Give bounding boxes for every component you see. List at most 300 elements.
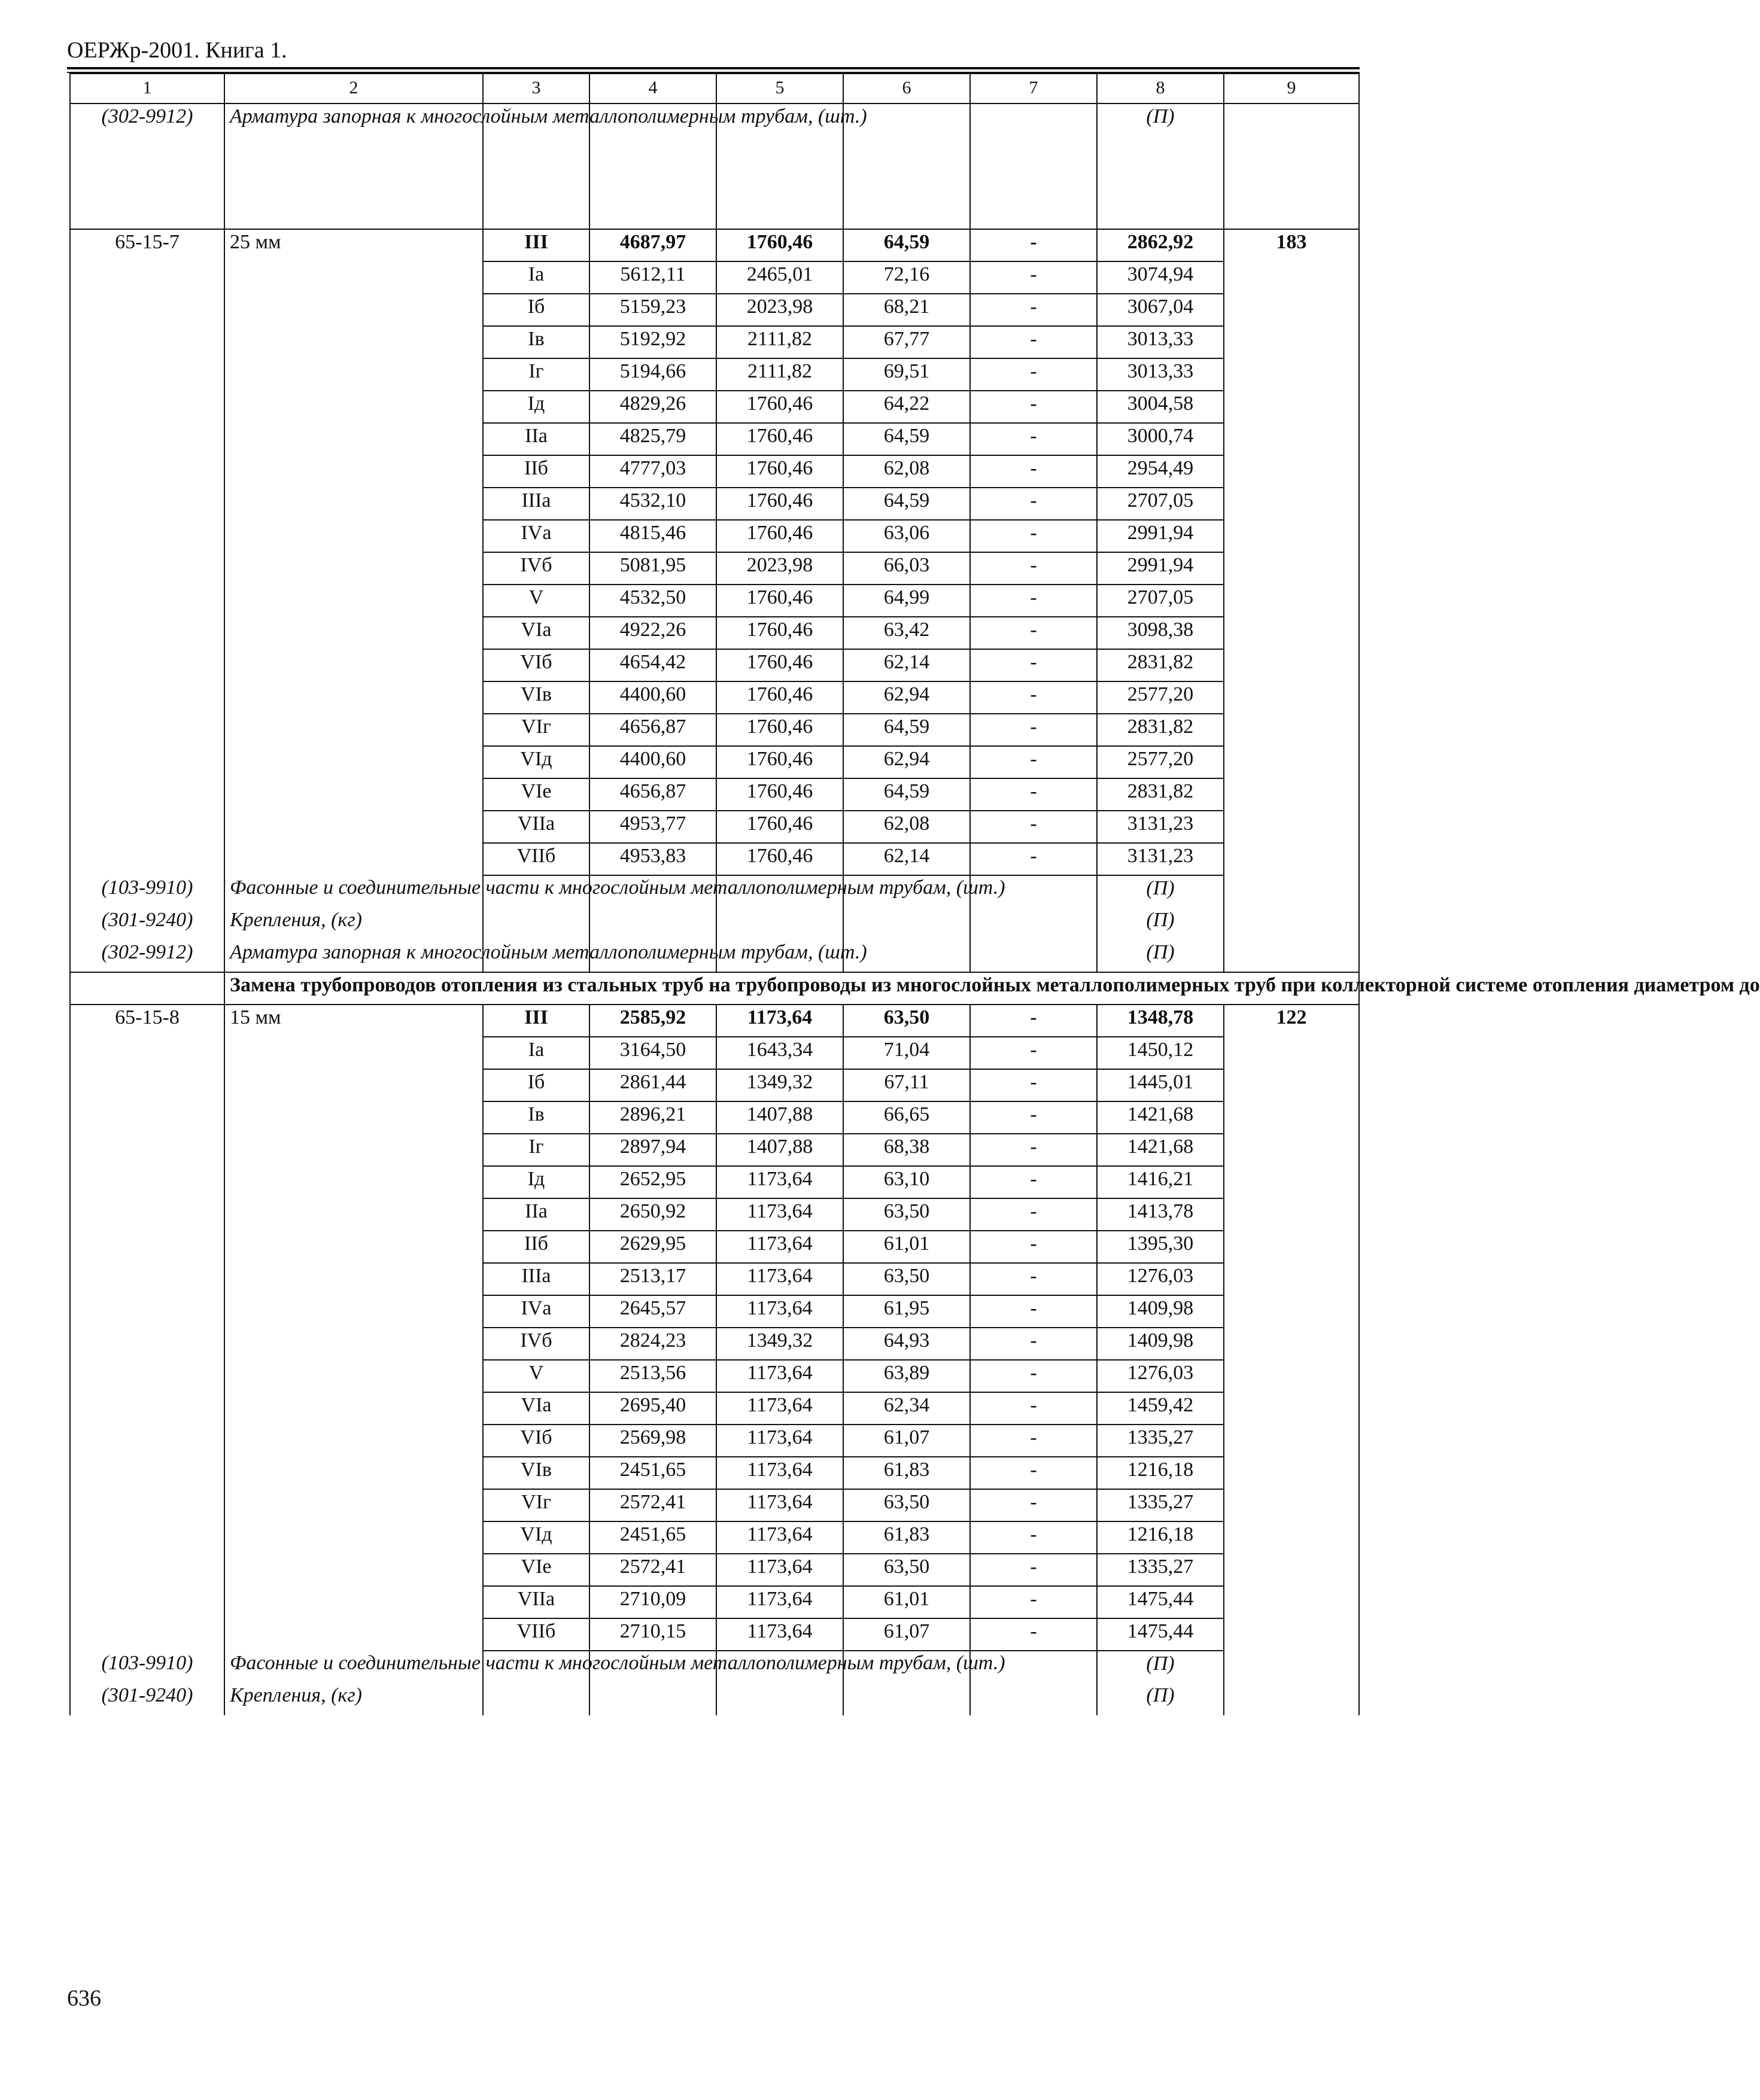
norm-row	[70, 1554, 1359, 1586]
total-cost: 4777,03	[589, 455, 716, 488]
zone-code: VIб	[483, 649, 589, 681]
total-cost: 4656,87	[589, 778, 716, 811]
norm-row	[70, 714, 1359, 746]
table-cell	[70, 617, 224, 649]
zone-code: Iб	[483, 1069, 589, 1101]
machine-cost: 63,50	[843, 1489, 970, 1521]
table-cell	[224, 1198, 483, 1231]
table-cell	[70, 358, 224, 391]
norm-row	[70, 488, 1359, 520]
machine-cost: 64,59	[843, 488, 970, 520]
labor-cost: 1407,88	[716, 1134, 843, 1166]
machinist-cost: -	[970, 1198, 1097, 1231]
norm-row	[70, 1295, 1359, 1328]
resource-mark: (П)	[1097, 104, 1224, 229]
zone-code: VIIа	[483, 811, 589, 843]
zone-code: IIIа	[483, 488, 589, 520]
table-cell	[224, 1425, 483, 1457]
table-cell	[1224, 1328, 1359, 1360]
labor-cost: 1760,46	[716, 455, 843, 488]
table-cell	[1224, 649, 1359, 681]
material-cost: 1409,98	[1097, 1328, 1224, 1360]
table-cell	[1224, 1457, 1359, 1489]
table-cell	[1224, 585, 1359, 617]
norm-row	[70, 1328, 1359, 1360]
table-cell	[716, 1683, 843, 1715]
total-cost: 5194,66	[589, 358, 716, 391]
machine-cost: 62,94	[843, 681, 970, 714]
table-cell	[70, 488, 224, 520]
zone-code: IIа	[483, 423, 589, 455]
total-cost: 2645,57	[589, 1295, 716, 1328]
zone-code: IIа	[483, 1198, 589, 1231]
norm-row	[70, 811, 1359, 843]
machinist-cost: -	[970, 294, 1097, 326]
table-cell	[224, 326, 483, 358]
table-cell	[70, 1618, 224, 1651]
total-cost: 2572,41	[589, 1489, 716, 1521]
total-cost: 4687,97	[589, 229, 716, 261]
machine-cost: 66,03	[843, 552, 970, 585]
table-cell	[483, 908, 589, 940]
table-cell	[70, 1166, 224, 1198]
table-cell	[70, 455, 224, 488]
table-cell	[70, 1489, 224, 1521]
labor-cost: 1760,46	[716, 778, 843, 811]
table-cell	[1224, 358, 1359, 391]
table-cell	[70, 1231, 224, 1263]
norm-row	[70, 1360, 1359, 1392]
resource-name: Крепления, (кг)	[224, 908, 483, 940]
column-number: 6	[843, 74, 970, 104]
labor-cost: 1643,34	[716, 1037, 843, 1069]
table-cell	[1224, 1683, 1359, 1715]
machine-cost: 72,16	[843, 261, 970, 294]
material-cost: 1475,44	[1097, 1618, 1224, 1651]
machinist-cost: -	[970, 261, 1097, 294]
material-cost: 2831,82	[1097, 778, 1224, 811]
norm-row	[70, 617, 1359, 649]
material-cost: 3013,33	[1097, 326, 1224, 358]
table-cell	[224, 617, 483, 649]
machine-cost: 63,06	[843, 520, 970, 552]
norm-row	[70, 1521, 1359, 1554]
table-cell	[224, 1489, 483, 1521]
total-cost: 2861,44	[589, 1069, 716, 1101]
labor-cost: 1760,46	[716, 229, 843, 261]
labor-cost: 1173,64	[716, 1554, 843, 1586]
total-cost: 2695,40	[589, 1392, 716, 1425]
machinist-cost: -	[970, 229, 1097, 261]
norm-row	[70, 1134, 1359, 1166]
table-cell	[1224, 1134, 1359, 1166]
resource-code: (103-9910)	[70, 875, 224, 908]
machine-cost: 63,50	[843, 1005, 970, 1037]
table-cell	[70, 423, 224, 455]
machinist-cost: -	[970, 326, 1097, 358]
table-cell	[1224, 552, 1359, 585]
zone-code: Iд	[483, 391, 589, 423]
labor-cost: 1760,46	[716, 746, 843, 778]
table-cell	[1224, 488, 1359, 520]
material-row	[70, 875, 1359, 908]
labor-cost: 1173,64	[716, 1360, 843, 1392]
labor-cost: 2465,01	[716, 261, 843, 294]
running-header: ОЕРЖр-2001. Книга 1.	[67, 38, 287, 63]
table-cell	[224, 746, 483, 778]
machine-cost: 63,42	[843, 617, 970, 649]
labor-cost: 1760,46	[716, 811, 843, 843]
machinist-cost: -	[970, 1360, 1097, 1392]
zone-code: IIб	[483, 455, 589, 488]
table-cell	[224, 423, 483, 455]
labor-hours: 183	[1224, 229, 1359, 261]
table-cell	[70, 972, 224, 1005]
column-number: 4	[589, 74, 716, 104]
zone-code: VIв	[483, 1457, 589, 1489]
table-cell	[224, 358, 483, 391]
material-cost: 2577,20	[1097, 681, 1224, 714]
total-cost: 2451,65	[589, 1457, 716, 1489]
table-cell	[224, 455, 483, 488]
table-cell	[1224, 1618, 1359, 1651]
labor-hours: 122	[1224, 1005, 1359, 1037]
table-cell	[70, 1425, 224, 1457]
page-number: 636	[67, 1986, 101, 2011]
labor-cost: 1760,46	[716, 649, 843, 681]
material-cost: 2954,49	[1097, 455, 1224, 488]
machinist-cost: -	[970, 488, 1097, 520]
norm-name: 25 мм	[224, 229, 483, 261]
total-cost: 5612,11	[589, 261, 716, 294]
table-cell	[224, 778, 483, 811]
norm-row	[70, 520, 1359, 552]
column-number: 2	[224, 74, 483, 104]
zone-code: VIе	[483, 1554, 589, 1586]
zone-code: IIIа	[483, 1263, 589, 1295]
zone-code: IVа	[483, 1295, 589, 1328]
table-cell	[224, 1521, 483, 1554]
labor-cost: 1173,64	[716, 1005, 843, 1037]
table-cell	[70, 1263, 224, 1295]
table-cell	[716, 908, 843, 940]
machine-cost: 62,08	[843, 811, 970, 843]
machinist-cost: -	[970, 843, 1097, 875]
labor-cost: 2023,98	[716, 294, 843, 326]
resource-mark: (П)	[1097, 1651, 1224, 1683]
total-cost: 2513,17	[589, 1263, 716, 1295]
total-cost: 4815,46	[589, 520, 716, 552]
norm-row	[70, 1101, 1359, 1134]
zone-code: VIа	[483, 1392, 589, 1425]
machinist-cost: -	[970, 1263, 1097, 1295]
table-cell	[970, 104, 1097, 229]
zone-code: VIIа	[483, 1586, 589, 1618]
column-number: 7	[970, 74, 1097, 104]
table-cell	[1224, 843, 1359, 875]
table-cell	[224, 681, 483, 714]
labor-cost: 1173,64	[716, 1425, 843, 1457]
norm-row	[70, 294, 1359, 326]
total-cost: 3164,50	[589, 1037, 716, 1069]
norm-row	[70, 681, 1359, 714]
norm-name: 15 мм	[224, 1005, 483, 1037]
table-cell	[224, 811, 483, 843]
labor-cost: 2111,82	[716, 326, 843, 358]
table-cell	[70, 1521, 224, 1554]
table-cell	[1224, 1360, 1359, 1392]
table-cell	[70, 326, 224, 358]
labor-cost: 1173,64	[716, 1392, 843, 1425]
material-cost: 1421,68	[1097, 1101, 1224, 1134]
table-cell	[224, 552, 483, 585]
zone-code: Iг	[483, 1134, 589, 1166]
table-cell	[70, 649, 224, 681]
table-cell	[70, 843, 224, 875]
norm-row	[70, 423, 1359, 455]
norm-row	[70, 1263, 1359, 1295]
table-cell	[1224, 104, 1359, 229]
material-cost: 2991,94	[1097, 552, 1224, 585]
labor-cost: 1760,46	[716, 714, 843, 746]
resource-code: (302-9912)	[70, 104, 224, 229]
zone-code: VIIб	[483, 1618, 589, 1651]
norm-row	[70, 455, 1359, 488]
machinist-cost: -	[970, 1295, 1097, 1328]
labor-cost: 1760,46	[716, 617, 843, 649]
norm-row	[70, 1586, 1359, 1618]
norm-row	[70, 778, 1359, 811]
labor-cost: 2111,82	[716, 358, 843, 391]
machinist-cost: -	[970, 552, 1097, 585]
resource-name: Фасонные и соединительные части к многослойным металлополимерным трубам, (шт.)	[224, 875, 483, 908]
table-cell	[224, 649, 483, 681]
table-cell	[1224, 455, 1359, 488]
material-cost: 2831,82	[1097, 649, 1224, 681]
material-cost: 3131,23	[1097, 843, 1224, 875]
machine-cost: 63,50	[843, 1198, 970, 1231]
machine-cost: 64,59	[843, 778, 970, 811]
machinist-cost: -	[970, 1521, 1097, 1554]
labor-cost: 2023,98	[716, 552, 843, 585]
table-cell	[1224, 714, 1359, 746]
table-cell	[1224, 1295, 1359, 1328]
machinist-cost: -	[970, 1134, 1097, 1166]
material-cost: 1335,27	[1097, 1554, 1224, 1586]
machinist-cost: -	[970, 1586, 1097, 1618]
machine-cost: 68,21	[843, 294, 970, 326]
machine-cost: 68,38	[843, 1134, 970, 1166]
table-cell	[224, 1392, 483, 1425]
norm-row	[70, 1392, 1359, 1425]
resource-name: Арматура запорная к многослойным металлополимерным трубам, (шт.)	[224, 940, 483, 972]
labor-cost: 1760,46	[716, 488, 843, 520]
material-cost: 2831,82	[1097, 714, 1224, 746]
total-cost: 4953,83	[589, 843, 716, 875]
norm-row	[70, 746, 1359, 778]
zone-code: VIг	[483, 1489, 589, 1521]
machine-cost: 67,77	[843, 326, 970, 358]
resource-name: Фасонные и соединительные части к многослойным металлополимерным трубам, (шт.)	[224, 1651, 483, 1683]
total-cost: 5159,23	[589, 294, 716, 326]
table-cell	[589, 908, 716, 940]
material-cost: 3131,23	[1097, 811, 1224, 843]
norm-row	[70, 1166, 1359, 1198]
labor-cost: 1173,64	[716, 1586, 843, 1618]
machine-cost: 62,94	[843, 746, 970, 778]
norm-row	[70, 1198, 1359, 1231]
labor-cost: 1173,64	[716, 1295, 843, 1328]
norm-code: 65-15-8	[70, 1005, 224, 1037]
table-cell	[224, 391, 483, 423]
norm-row	[70, 1037, 1359, 1069]
zone-code: VIIб	[483, 843, 589, 875]
machine-cost: 61,01	[843, 1586, 970, 1618]
zone-code: Iб	[483, 294, 589, 326]
machine-cost: 69,51	[843, 358, 970, 391]
norm-row	[70, 649, 1359, 681]
material-cost: 1409,98	[1097, 1295, 1224, 1328]
total-cost: 4953,77	[589, 811, 716, 843]
resource-mark: (П)	[1097, 1683, 1224, 1715]
total-cost: 2896,21	[589, 1101, 716, 1134]
machinist-cost: -	[970, 1328, 1097, 1360]
table-cell	[224, 843, 483, 875]
table-cell	[224, 1069, 483, 1101]
zone-code: VIд	[483, 746, 589, 778]
table-cell	[1224, 1069, 1359, 1101]
machine-cost: 61,83	[843, 1457, 970, 1489]
labor-cost: 1760,46	[716, 843, 843, 875]
machinist-cost: -	[970, 1554, 1097, 1586]
norm-row	[70, 1489, 1359, 1521]
table-cell	[70, 1069, 224, 1101]
total-cost: 2824,23	[589, 1328, 716, 1360]
table-cell	[224, 585, 483, 617]
machine-cost: 64,99	[843, 585, 970, 617]
zone-code: Iа	[483, 261, 589, 294]
machine-cost: 62,34	[843, 1392, 970, 1425]
labor-cost: 1760,46	[716, 391, 843, 423]
table-cell	[1224, 423, 1359, 455]
total-cost: 2585,92	[589, 1005, 716, 1037]
norm-row	[70, 261, 1359, 294]
material-cost: 1450,12	[1097, 1037, 1224, 1069]
table-cell	[224, 1618, 483, 1651]
labor-cost: 1173,64	[716, 1618, 843, 1651]
table-cell	[224, 1263, 483, 1295]
resource-name: Крепления, (кг)	[224, 1683, 483, 1715]
column-number: 5	[716, 74, 843, 104]
labor-cost: 1349,32	[716, 1069, 843, 1101]
table-cell	[1224, 681, 1359, 714]
material-cost: 1276,03	[1097, 1263, 1224, 1295]
material-cost: 3098,38	[1097, 617, 1224, 649]
material-cost: 2707,05	[1097, 488, 1224, 520]
material-cost: 1413,78	[1097, 1198, 1224, 1231]
header-rule	[67, 67, 1360, 69]
table-cell	[70, 1392, 224, 1425]
table-cell	[224, 1586, 483, 1618]
table-cell	[1224, 811, 1359, 843]
machinist-cost: -	[970, 1069, 1097, 1101]
table-cell	[1224, 617, 1359, 649]
resource-code: (103-9910)	[70, 1651, 224, 1683]
table-cell	[1224, 1101, 1359, 1134]
zone-code: VIг	[483, 714, 589, 746]
table-cell	[970, 908, 1097, 940]
resource-code: (301-9240)	[70, 1683, 224, 1715]
machine-cost: 67,11	[843, 1069, 970, 1101]
total-cost: 4829,26	[589, 391, 716, 423]
material-cost: 2707,05	[1097, 585, 1224, 617]
machinist-cost: -	[970, 1392, 1097, 1425]
total-cost: 2710,09	[589, 1586, 716, 1618]
total-cost: 4656,87	[589, 714, 716, 746]
table-cell	[1224, 1521, 1359, 1554]
machinist-cost: -	[970, 455, 1097, 488]
material-cost: 3074,94	[1097, 261, 1224, 294]
table-cell	[1224, 520, 1359, 552]
table-cell	[1224, 1231, 1359, 1263]
table-cell	[1224, 1037, 1359, 1069]
norm-row	[70, 326, 1359, 358]
material-cost: 1276,03	[1097, 1360, 1224, 1392]
column-number: 3	[483, 74, 589, 104]
zone-code: III	[483, 229, 589, 261]
table-cell	[70, 681, 224, 714]
zone-code: IVб	[483, 552, 589, 585]
machinist-cost: -	[970, 746, 1097, 778]
column-number: 8	[1097, 74, 1224, 104]
total-cost: 4532,50	[589, 585, 716, 617]
total-cost: 2572,41	[589, 1554, 716, 1586]
total-cost: 2650,92	[589, 1198, 716, 1231]
table-cell	[224, 1166, 483, 1198]
resource-mark: (П)	[1097, 940, 1224, 972]
machinist-cost: -	[970, 811, 1097, 843]
total-cost: 2710,15	[589, 1618, 716, 1651]
table-cell	[224, 1295, 483, 1328]
column-number-row	[70, 74, 1359, 104]
machine-cost: 66,65	[843, 1101, 970, 1134]
norm-first-row	[70, 229, 1359, 261]
labor-cost: 1173,64	[716, 1263, 843, 1295]
machinist-cost: -	[970, 585, 1097, 617]
table-cell	[970, 1683, 1097, 1715]
total-cost: 2897,94	[589, 1134, 716, 1166]
table-cell	[224, 714, 483, 746]
machinist-cost: -	[970, 649, 1097, 681]
machine-cost: 63,10	[843, 1166, 970, 1198]
table-cell	[70, 1586, 224, 1618]
machine-cost: 64,59	[843, 423, 970, 455]
material-cost: 1335,27	[1097, 1489, 1224, 1521]
table-cell	[224, 1231, 483, 1263]
table-cell	[70, 1101, 224, 1134]
table-cell	[70, 552, 224, 585]
table-cell	[224, 1554, 483, 1586]
machine-cost: 62,14	[843, 649, 970, 681]
zone-code: III	[483, 1005, 589, 1037]
material-row	[70, 1683, 1359, 1715]
material-cost: 1416,21	[1097, 1166, 1224, 1198]
norm-row	[70, 358, 1359, 391]
labor-cost: 1173,64	[716, 1198, 843, 1231]
zone-code: Iа	[483, 1037, 589, 1069]
resource-name: Арматура запорная к многослойным металлополимерным трубам, (шт.)	[224, 104, 483, 229]
table-cell	[70, 1037, 224, 1069]
